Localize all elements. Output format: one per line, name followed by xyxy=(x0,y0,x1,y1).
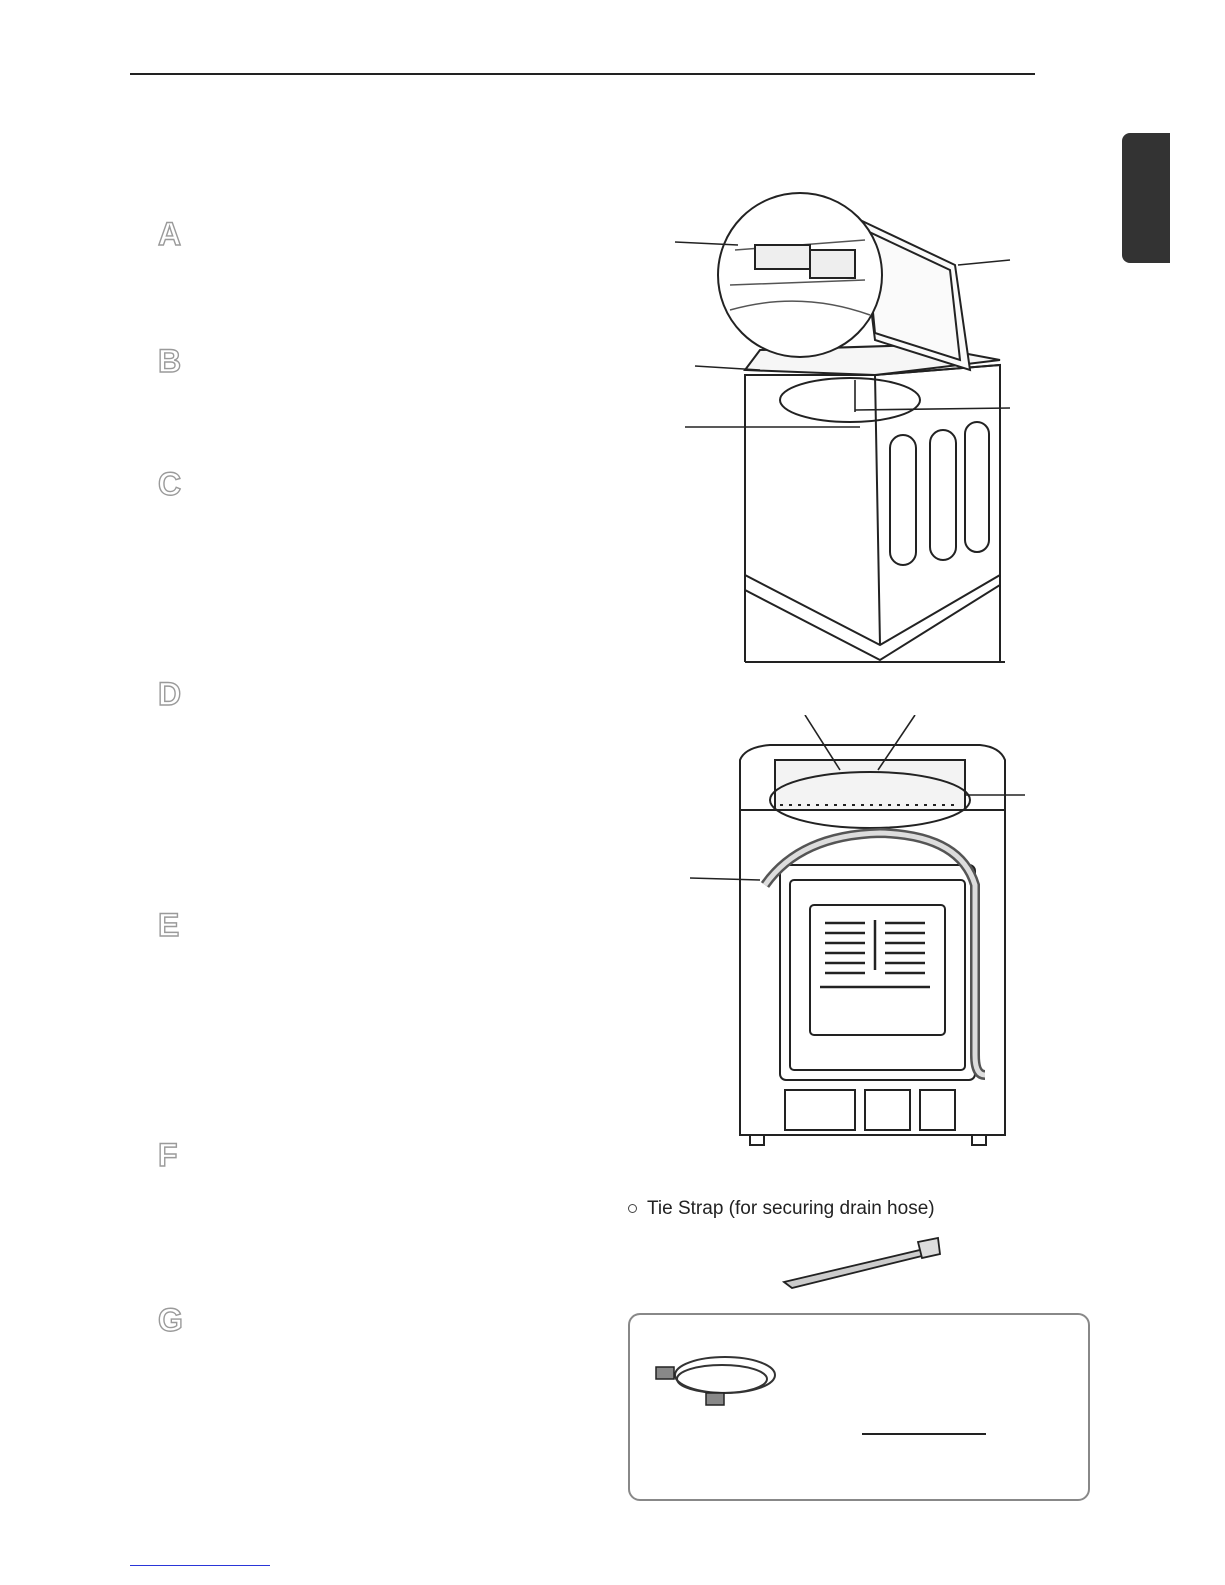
header-rule xyxy=(130,73,1035,75)
section-letter-b: B xyxy=(158,343,182,379)
washer-front-illustration xyxy=(660,190,1020,670)
bullet-icon xyxy=(628,1204,637,1213)
chapter-tab xyxy=(1122,133,1170,263)
footer-link-underline xyxy=(130,1565,270,1566)
section-letter-d: D xyxy=(158,676,182,712)
section-letter-e: E xyxy=(158,907,180,943)
tie-strap-label: Tie Strap (for securing drain hose) xyxy=(647,1198,935,1219)
section-letter-a: A xyxy=(158,216,182,252)
section-letter-g: G xyxy=(158,1302,183,1338)
note-underline xyxy=(862,1433,986,1435)
washer-back-illustration xyxy=(690,715,1025,1160)
section-letter-f: F xyxy=(158,1137,178,1173)
section-letter-c: C xyxy=(158,466,182,502)
inlet-hose-illustration xyxy=(650,1345,780,1415)
tie-strap-illustration xyxy=(780,1232,945,1292)
tie-strap-caption xyxy=(628,1198,935,1220)
